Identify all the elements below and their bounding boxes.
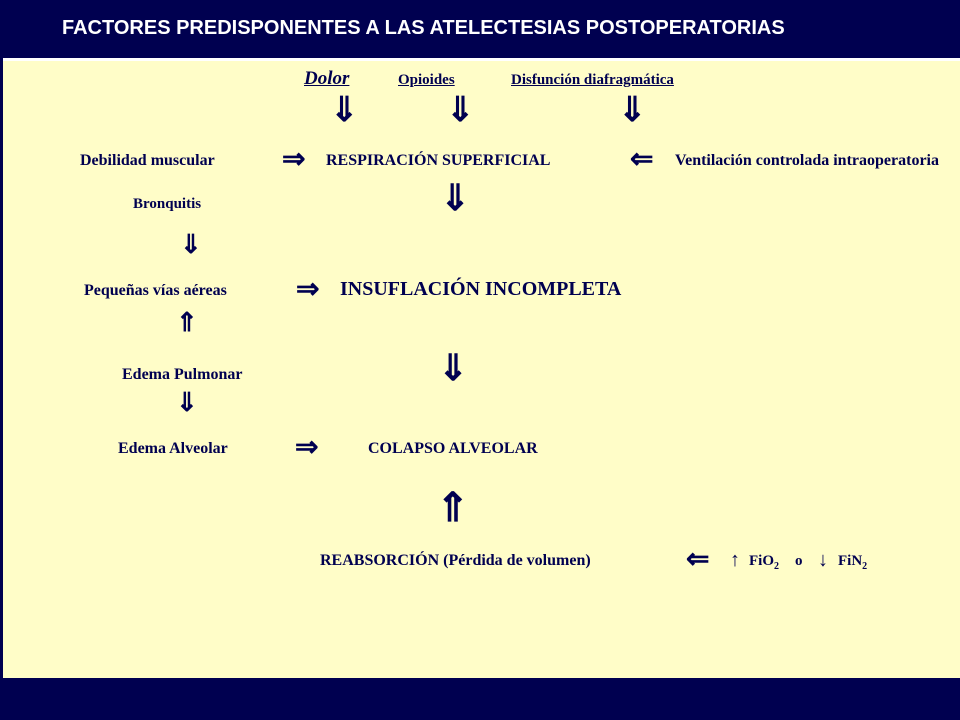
arrow-down-icon: ⇓: [440, 178, 471, 218]
label-edema-pulmonar: Edema Pulmonar: [122, 366, 243, 383]
arrow-down-icon: ⇓: [438, 348, 469, 388]
arrow-up-thin-icon: ↑: [730, 549, 740, 571]
arrow-down-icon: ⇓: [176, 388, 198, 417]
label-insuflacion-incompleta: INSUFLACIÓN INCOMPLETA: [340, 278, 622, 300]
arrow-right-icon: ⇒: [295, 432, 319, 463]
arrow-right-icon: ⇒: [296, 274, 320, 305]
label-respiracion-superficial: RESPIRACIÓN SUPERFICIAL: [326, 152, 551, 169]
label-fio2: FiO$_2$: [749, 553, 779, 572]
arrow-left-icon: ⇐: [630, 144, 654, 175]
label-opioides: Opioides: [398, 72, 455, 88]
arrow-right-icon: ⇒: [282, 144, 306, 175]
label-colapso-alveolar: COLAPSO ALVEOLAR: [368, 440, 538, 457]
label-reabsorcion: REABSORCIÓN (Pérdida de volumen): [320, 552, 591, 569]
label-fin2: FiN$_2$: [838, 553, 868, 572]
arrow-down-thin-icon: ↓: [818, 549, 828, 571]
label-dolor: Dolor: [304, 68, 350, 89]
arrow-up-icon: ⇑: [436, 485, 470, 530]
label-debilidad-muscular: Debilidad muscular: [80, 152, 215, 169]
arrow-down-icon: ⇓: [330, 92, 359, 129]
header-bar: [0, 0, 960, 58]
label-o: o: [795, 553, 803, 569]
arrow-down-icon: ⇓: [446, 92, 475, 129]
arrow-down-icon: ⇓: [618, 92, 647, 129]
label-bronquitis: Bronquitis: [133, 196, 202, 212]
slide-title: FACTORES PREDISPONENTES A LAS ATELECTESIAS POSTOPERATORIAS: [62, 17, 785, 39]
footer-bar: [0, 678, 960, 720]
arrow-down-icon: ⇓: [180, 230, 202, 259]
label-edema-alveolar: Edema Alveolar: [118, 440, 228, 457]
header-divider: [0, 58, 960, 61]
left-border: [0, 58, 3, 678]
arrow-left-icon: ⇐: [686, 544, 710, 575]
label-disfuncion: Disfunción diafragmática: [511, 72, 674, 88]
label-ventilacion-controlada: Ventilación controlada intraoperatoria: [675, 152, 939, 169]
label-pequenas-vias-aereas: Pequeñas vías aéreas: [84, 282, 227, 299]
arrow-up-icon: ⇑: [176, 308, 198, 337]
